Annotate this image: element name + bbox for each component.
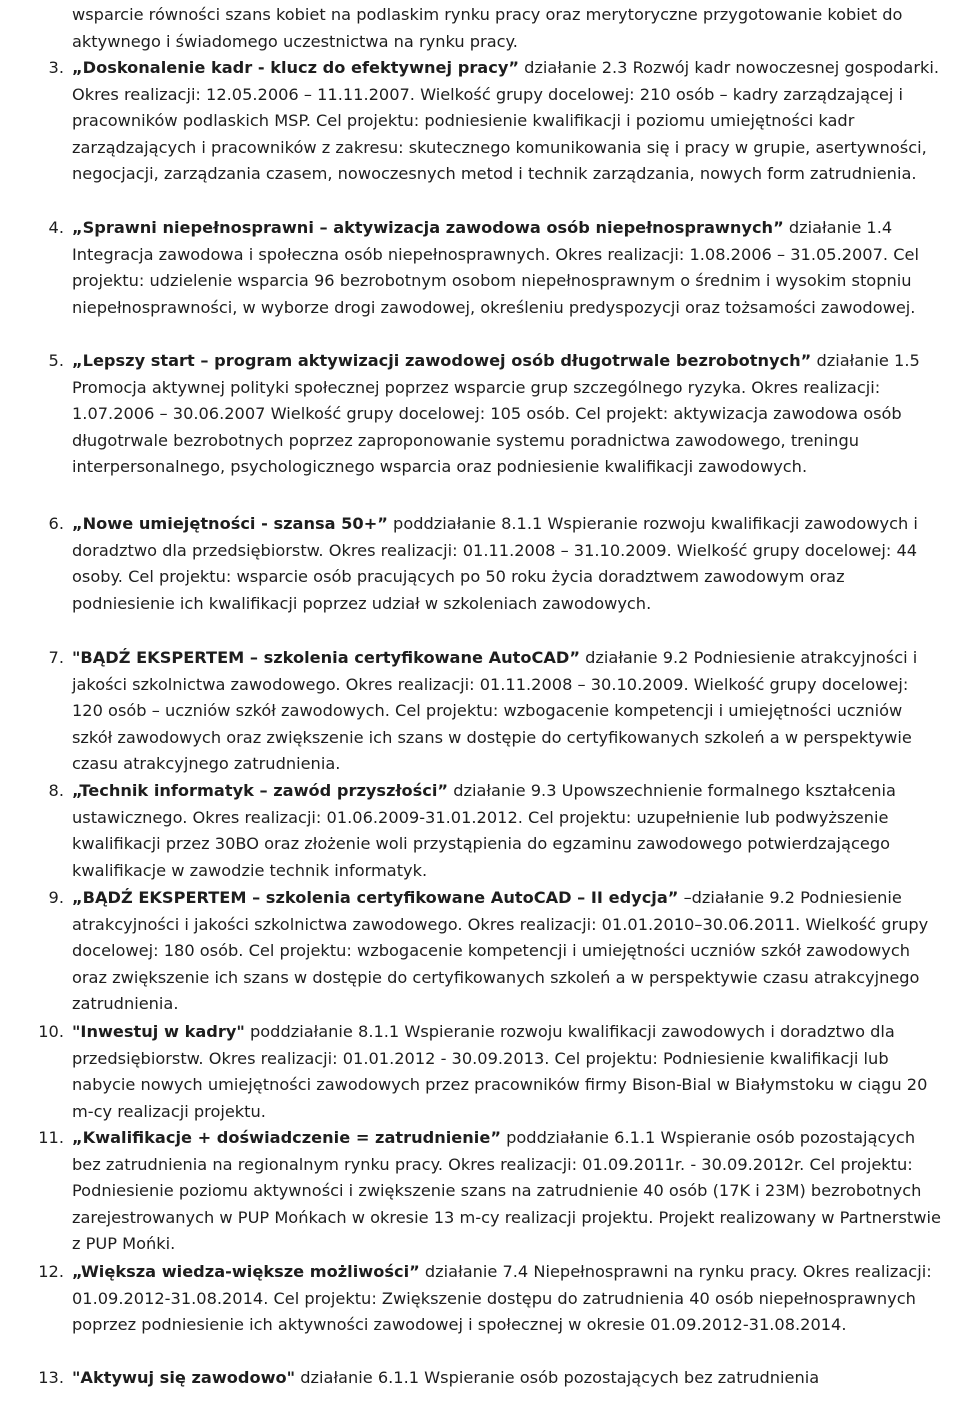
- item-body: [72, 1365, 942, 1392]
- item-body: [72, 645, 942, 778]
- item-text: poddziałanie 8.1.1 Wspieranie rozwoju kwalifikacji zawodowych i doradztwo dla przedsiębiorstw. Okres realizacji: 01.11.2008 – 31.10.2009. Wielkość grupy docelowej: 44 osoby. Cel projektu: wsparcie osób pracujących po 50 roku życia doradztwem zawodowym oraz podniesienie ich kwalifikacji poprzez udział w szkoleniach zawodowych.: [72, 514, 918, 613]
- item-number: 10.: [38, 1022, 64, 1041]
- item-text: działanie 9.2 Podniesienie atrakcyjności i jakości szkolnictwa zawodowego. Okres realizacji: 01.11.2008 – 30.10.2009. Wielkość grupy docelowej: 120 osób – uczniów szkół zawodowych. Cel projektu: wzbogacenie kompetencji i umiejętności uczniów szkół zawodowych oraz zwiększenie ich szans w dostępie do certyfikowanych szkoleń a w perspektywie czasu atrakcyjnego zatrudnienia.: [72, 648, 918, 774]
- item-text: działanie 7.4 Niepełnosprawni na rynku pracy. Okres realizacji: 01.09.2012-31.08.2014. Cel projektu: Zwiększenie dostępu do zatrudnienia 40 osób niepełnosprawnych poprzez podniesienie ich aktywności zawodowej i społecznej w okresie 01.09.2012-31.08.2014.: [72, 1262, 932, 1335]
- item-text: poddziałanie 8.1.1 Wspieranie rozwoju kwalifikacji zawodowych i doradztwo dla przedsiębiorstw. Okres realizacji: 01.01.2012 - 30.09.2013. Cel projektu: Podniesienie kwalifikacji lub nabycie nowych umiejętności zawodowych przez pracowników firmy Bison-Bial w Białymstoku w ciągu 20 m-cy realizacji projektu.: [72, 1022, 928, 1121]
- item-number: 3.: [48, 58, 64, 77]
- item-title: „Doskonalenie kadr - klucz do efektywnej pracy”: [72, 58, 520, 77]
- item-title: „BĄDŹ EKSPERTEM – szkolenia certyfikowane AutoCAD – II edycja”: [72, 888, 679, 907]
- item-number: 4.: [48, 218, 64, 237]
- item-number: 8.: [48, 781, 64, 800]
- item-text: działanie 9.3 Upowszechnienie formalnego kształcenia ustawicznego. Okres realizacji: 01.06.2009-31.01.2012. Cel projektu: uzupełnienie lub podwyższenie kwalifikacji przez 30BO oraz złożenie woli przystąpienia do egzaminu zawodowego potwierdzającego kwalifikacje w zawodzie technik informatyk.: [72, 781, 896, 880]
- item-title: „Technik informatyk – zawód przyszłości”: [72, 781, 449, 800]
- item-body: [72, 885, 942, 1018]
- item-title: "Inwestuj w kadry": [72, 1022, 245, 1041]
- item-text: działanie 2.3 Rozwój kadr nowoczesnej gospodarki. Okres realizacji: 12.05.2006 – 11.11.2007. Wielkość grupy docelowej: 210 osób – kadry zarządzającej i pracowników podlaskich MSP. Cel projektu: podniesienie kwalifikacji i poziomu umiejętności kadr zarządzających i pracowników z zakresu: skutecznego komunikowania się i pracy w grupie, asertywności, negocjacji, zarządzania czasem, nowoczesnych metod i technik zarządzania, nowych form zatrudnienia.: [72, 58, 940, 184]
- item-body: [72, 348, 942, 481]
- item-title: „Nowe umiejętności - szansa 50+”: [72, 514, 388, 533]
- item-text: działanie 6.1.1 Wspieranie osób pozostających bez zatrudnienia: [295, 1368, 820, 1387]
- item-number: 11.: [38, 1128, 64, 1147]
- item-title: „Lepszy start – program aktywizacji zawodowej osób długotrwale bezrobotnych”: [72, 351, 812, 370]
- item-title: „Kwalifikacje + doświadczenie = zatrudnienie”: [72, 1128, 501, 1147]
- item-body: [72, 215, 942, 321]
- item-text: działanie 1.5 Promocja aktywnej polityki społecznej poprzez wsparcie grup szczególnego ryzyka. Okres realizacji: 1.07.2006 – 30.06.2007 Wielkość grupy docelowej: 105 osób. Cel projekt: aktywizacja zawodowa osób długotrwale bezrobotnych poprzez zaproponowanie systemu poradnictwa zawodowego, treningu interpersonalnego, psychologicznego wsparcia oraz podniesienie kwalifikacji zawodowych.: [72, 351, 920, 477]
- item-body: [72, 778, 942, 884]
- item-body: [72, 55, 942, 188]
- item-body: [72, 1259, 942, 1339]
- item-number: 12.: [38, 1262, 64, 1281]
- item-text: poddziałanie 6.1.1 Wspieranie osób pozostających bez zatrudnienia na regionalnym rynku pracy. Okres realizacji: 01.09.2011r. - 30.09.2012r. Cel projektu: Podniesienie poziomu aktywności i zwiększenie szans na zatrudnienie 40 osób (17K i 23M) bezrobotnych zarejestrowanych w PUP Mońkach w okresie 13 m-cy realizacji projektu. Projekt realizowany w Partnerstwie z PUP Mońki.: [72, 1128, 941, 1254]
- item-text: –działanie 9.2 Podniesienie atrakcyjności i jakości szkolnictwa zawodowego. Okres realizacji: 01.01.2010–30.06.2011. Wielkość grupy docelowej: 180 osób. Cel projektu: wzbogacenie kompetencji i umiejętności uczniów szkół zawodowych oraz zwiększenie ich szans w dostępie do certyfikowanych szkoleń a w perspektywie czasu atrakcyjnego zatrudnienia.: [72, 888, 929, 1014]
- item-body: [72, 1125, 942, 1258]
- item-number: 7.: [48, 648, 64, 667]
- item-body: [72, 1019, 942, 1125]
- item-title: „Większa wiedza-większe możliwości”: [72, 1262, 420, 1281]
- item-title: „Sprawni niepełnosprawni – aktywizacja zawodowa osób niepełnosprawnych”: [72, 218, 784, 237]
- item-title: "BĄDŹ EKSPERTEM – szkolenia certyfikowane AutoCAD”: [72, 648, 580, 667]
- item-text: działanie 1.4 Integracja zawodowa i społeczna osób niepełnosprawnych. Okres realizacji: 1.08.2006 – 31.05.2007. Cel projektu: udzielenie wsparcia 96 bezrobotnym osobom niepełnosprawnym o średnim i wysokim stopniu niepełnosprawności, w wyborze drogi zawodowej, określeniu predyspozycji oraz tożsamości zawodowej.: [72, 218, 919, 317]
- item-number: 13.: [38, 1368, 64, 1387]
- continuation-paragraph: wsparcie równości szans kobiet na podlaskim rynku pracy oraz merytoryczne przygotowanie kobiet do aktywnego i świadomego uczestnictwa na rynku pracy.: [72, 5, 903, 51]
- item-number: 5.: [48, 351, 64, 370]
- item-number: 9.: [48, 888, 64, 907]
- item-body: [72, 511, 942, 617]
- item-title: "Aktywuj się zawodowo": [72, 1368, 296, 1387]
- item-number: 6.: [48, 514, 64, 533]
